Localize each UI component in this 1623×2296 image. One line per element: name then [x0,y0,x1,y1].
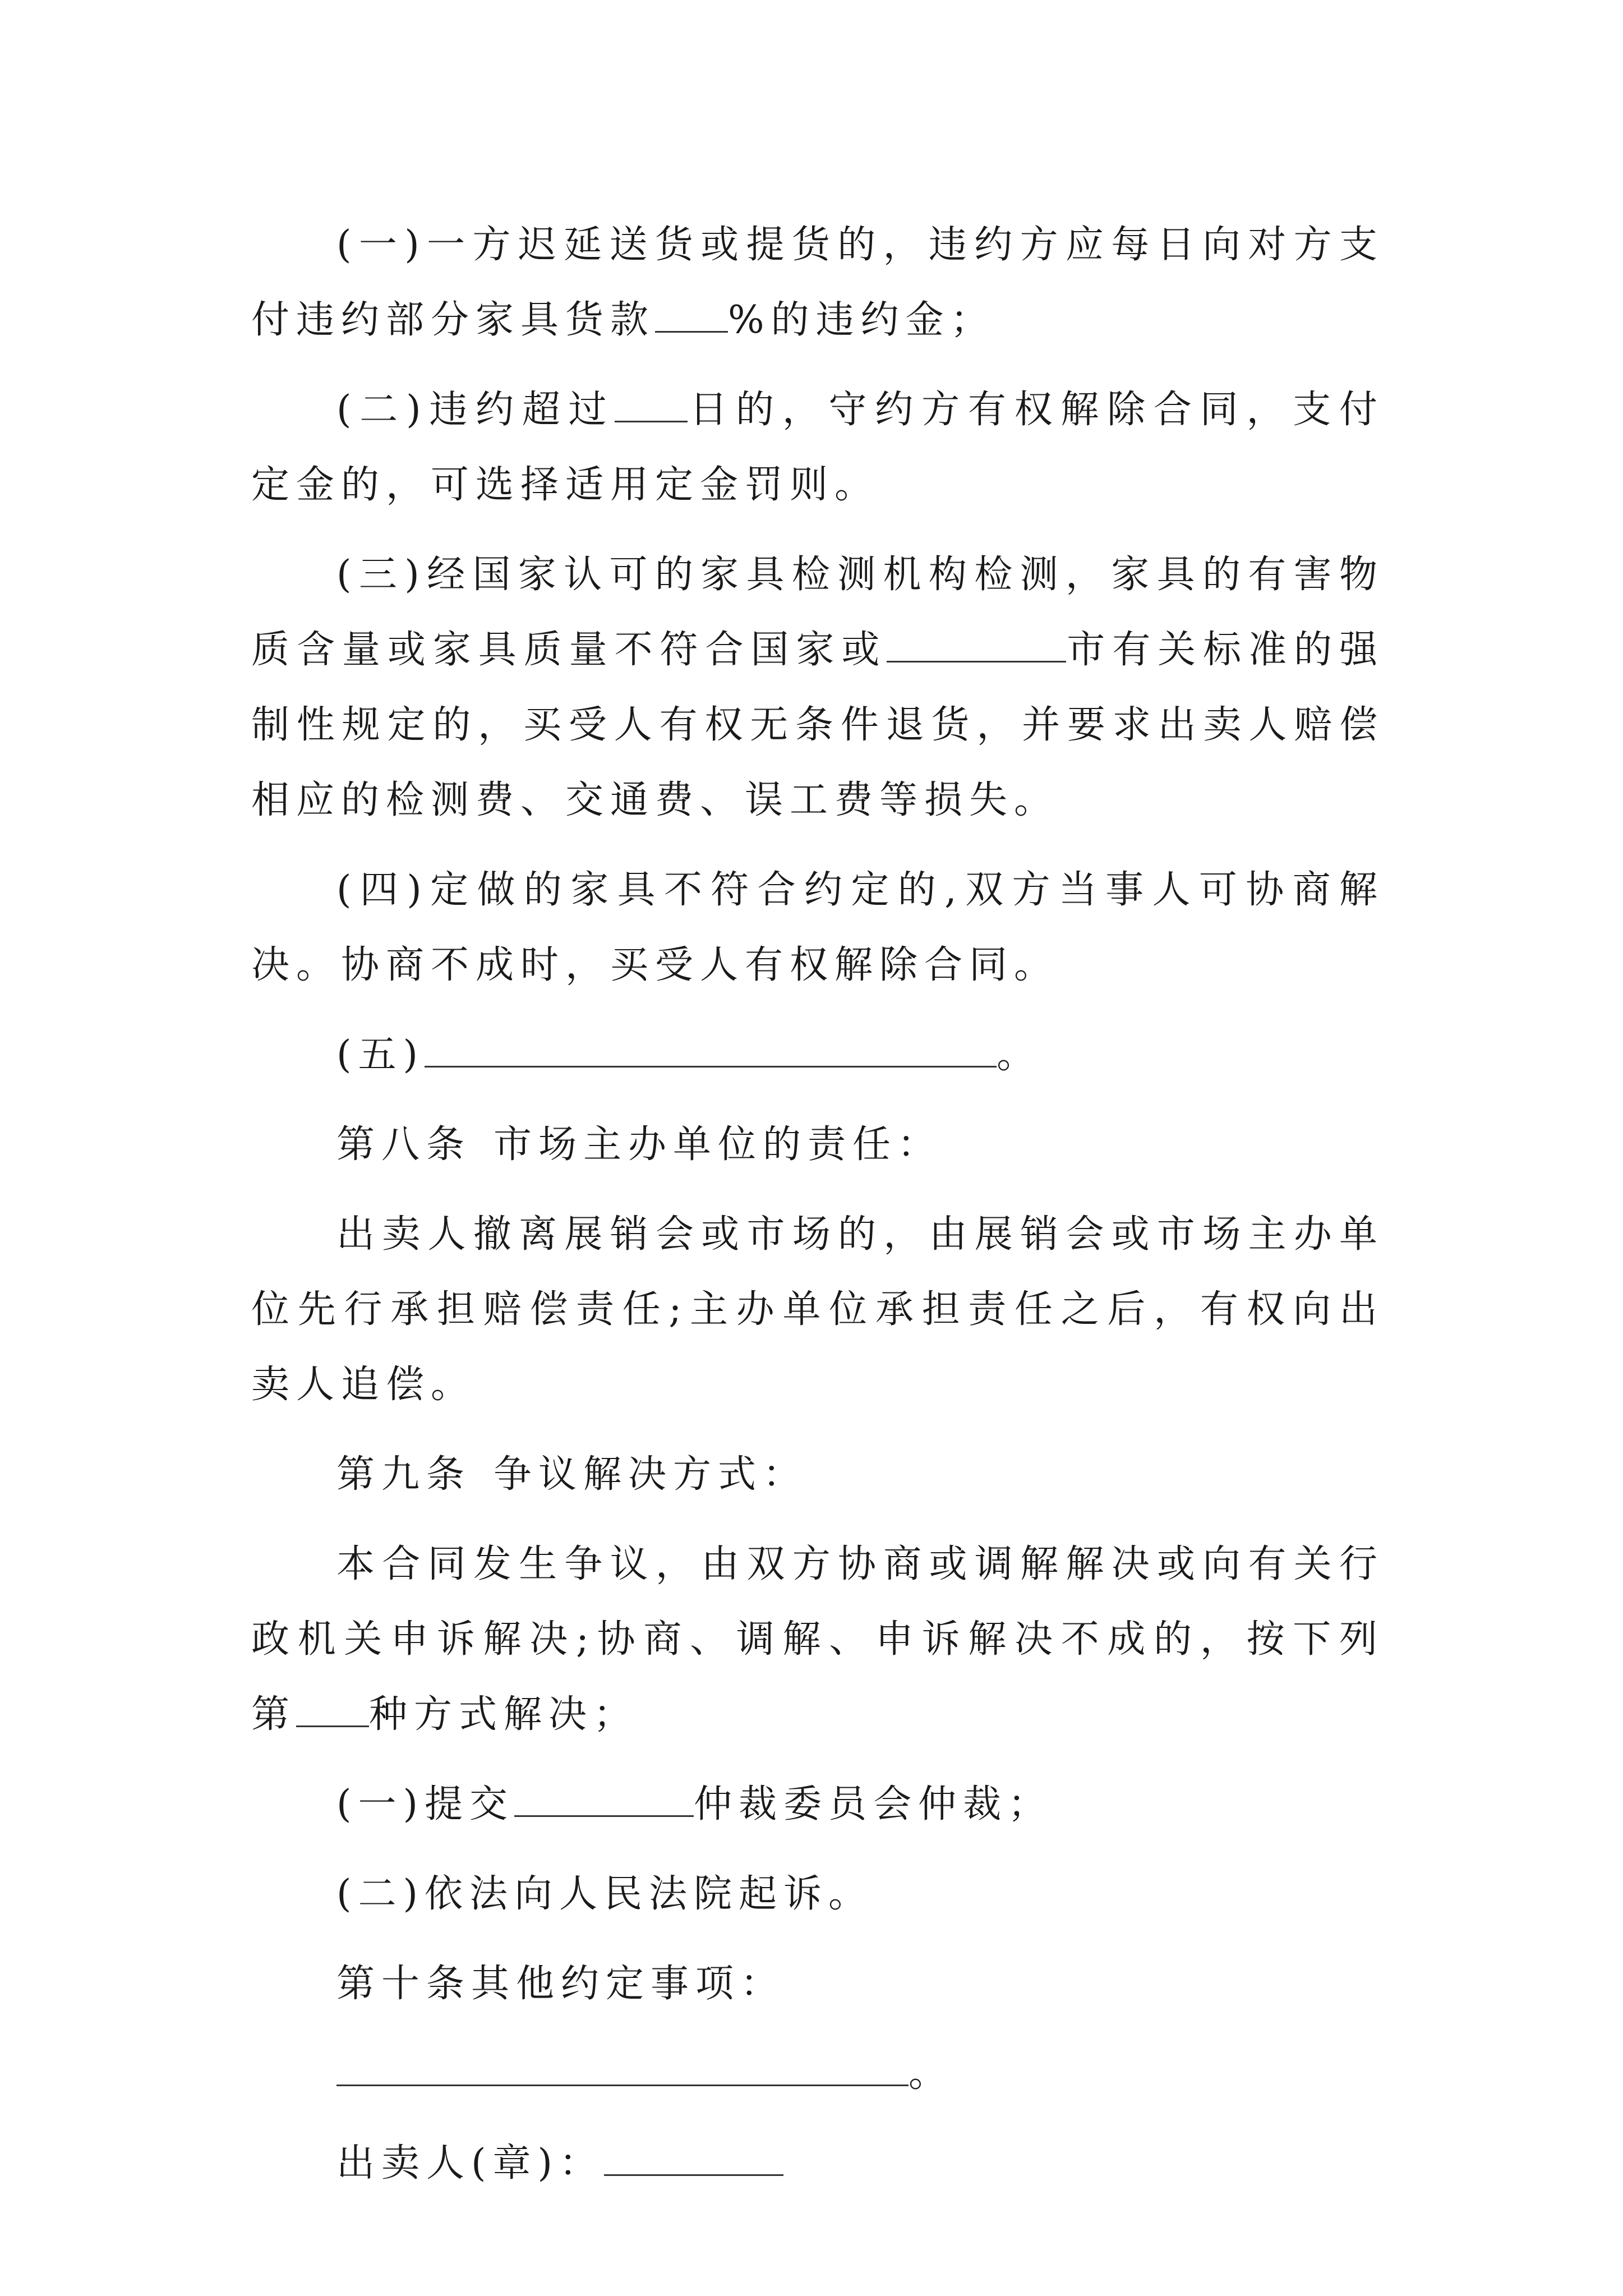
blank-field[interactable] [615,386,688,422]
clause-quality-inspection [251,537,1384,838]
clause-text: 第十条其他约定事项： [336,1962,786,2006]
blank-field[interactable] [425,1032,997,1068]
article-10-body [251,2036,1384,2111]
article-8-heading [251,1107,1384,1182]
blank-field[interactable] [336,2050,909,2086]
clause-text: 。 [997,1033,1042,1077]
article-title: 市场主办单位的责任： [494,1122,943,1167]
clause-text: (五) [336,1033,425,1077]
dispute-option-court [251,1857,1384,1932]
clause-delay-penalty [251,208,1384,358]
blank-field[interactable] [655,297,728,333]
clause-other [251,1018,1384,1093]
dispute-option-arbitration [251,1767,1384,1842]
clause-text: 出卖人撤离展销会或市场的，由展销会或市场主办单位先行承担赔偿责任;主办单位承担责任之后，有权向出卖人追偿。 [251,1212,1384,1407]
article-9-heading [251,1437,1384,1512]
seller-signature-line [251,2126,1384,2201]
contract-page [251,208,1384,2216]
clause-text: 市有关标准的强制性规定的，买受人有权无条件退货，并要求出卖人赔偿相应的检测费、交通费、误工费等损失。 [251,628,1384,822]
clause-text: (二)依法向人民法院起诉。 [336,1872,874,1916]
clause-text: 。 [909,2051,954,2096]
clause-text: 日的，守约方有权解除合同，支付定金的，可选择适用定金罚则。 [251,388,1384,507]
clause-text: 本合同发生争议，由双方协商或调解解决或向有关行政机关申诉解决;协商、调解、申诉解决不成的，按下列第 [251,1542,1384,1737]
article-9-body [251,1527,1384,1752]
clause-text: (一)一方迟延送货或提货的，违约方应每日向对方支付违约部分家具货款 [251,223,1384,342]
clause-overdue-termination [251,372,1384,523]
article-number: 第八条 [336,1122,472,1167]
clause-text: (四)定做的家具不符合约定的,双方当事人可协商解决。协商不成时，买受人有权解除合同。 [251,868,1384,987]
article-title: 争议解决方式： [494,1452,808,1497]
clause-text: 仲裁委员会仲裁； [694,1782,1053,1826]
blank-field[interactable] [887,627,1066,662]
clause-text: (二)违约超过 [336,388,615,432]
clause-custom-furniture [251,853,1384,1003]
seller-signature-field[interactable] [604,2140,783,2176]
seller-label: 出卖人(章)： [336,2141,605,2185]
blank-field[interactable] [296,1691,369,1727]
blank-field[interactable] [514,1781,694,1817]
clause-text: %的违约金； [728,298,995,342]
clause-text: (一)提交 [336,1782,515,1826]
article-10-heading [251,1947,1384,2022]
clause-text: 种方式解决； [369,1692,639,1737]
article-number: 第九条 [336,1452,472,1497]
article-8-body [251,1197,1384,1423]
clause-text: (三)经国家认可的家具检测机构检测，家具的有害物质含量或家具质量不符合国家或 [251,553,1384,672]
